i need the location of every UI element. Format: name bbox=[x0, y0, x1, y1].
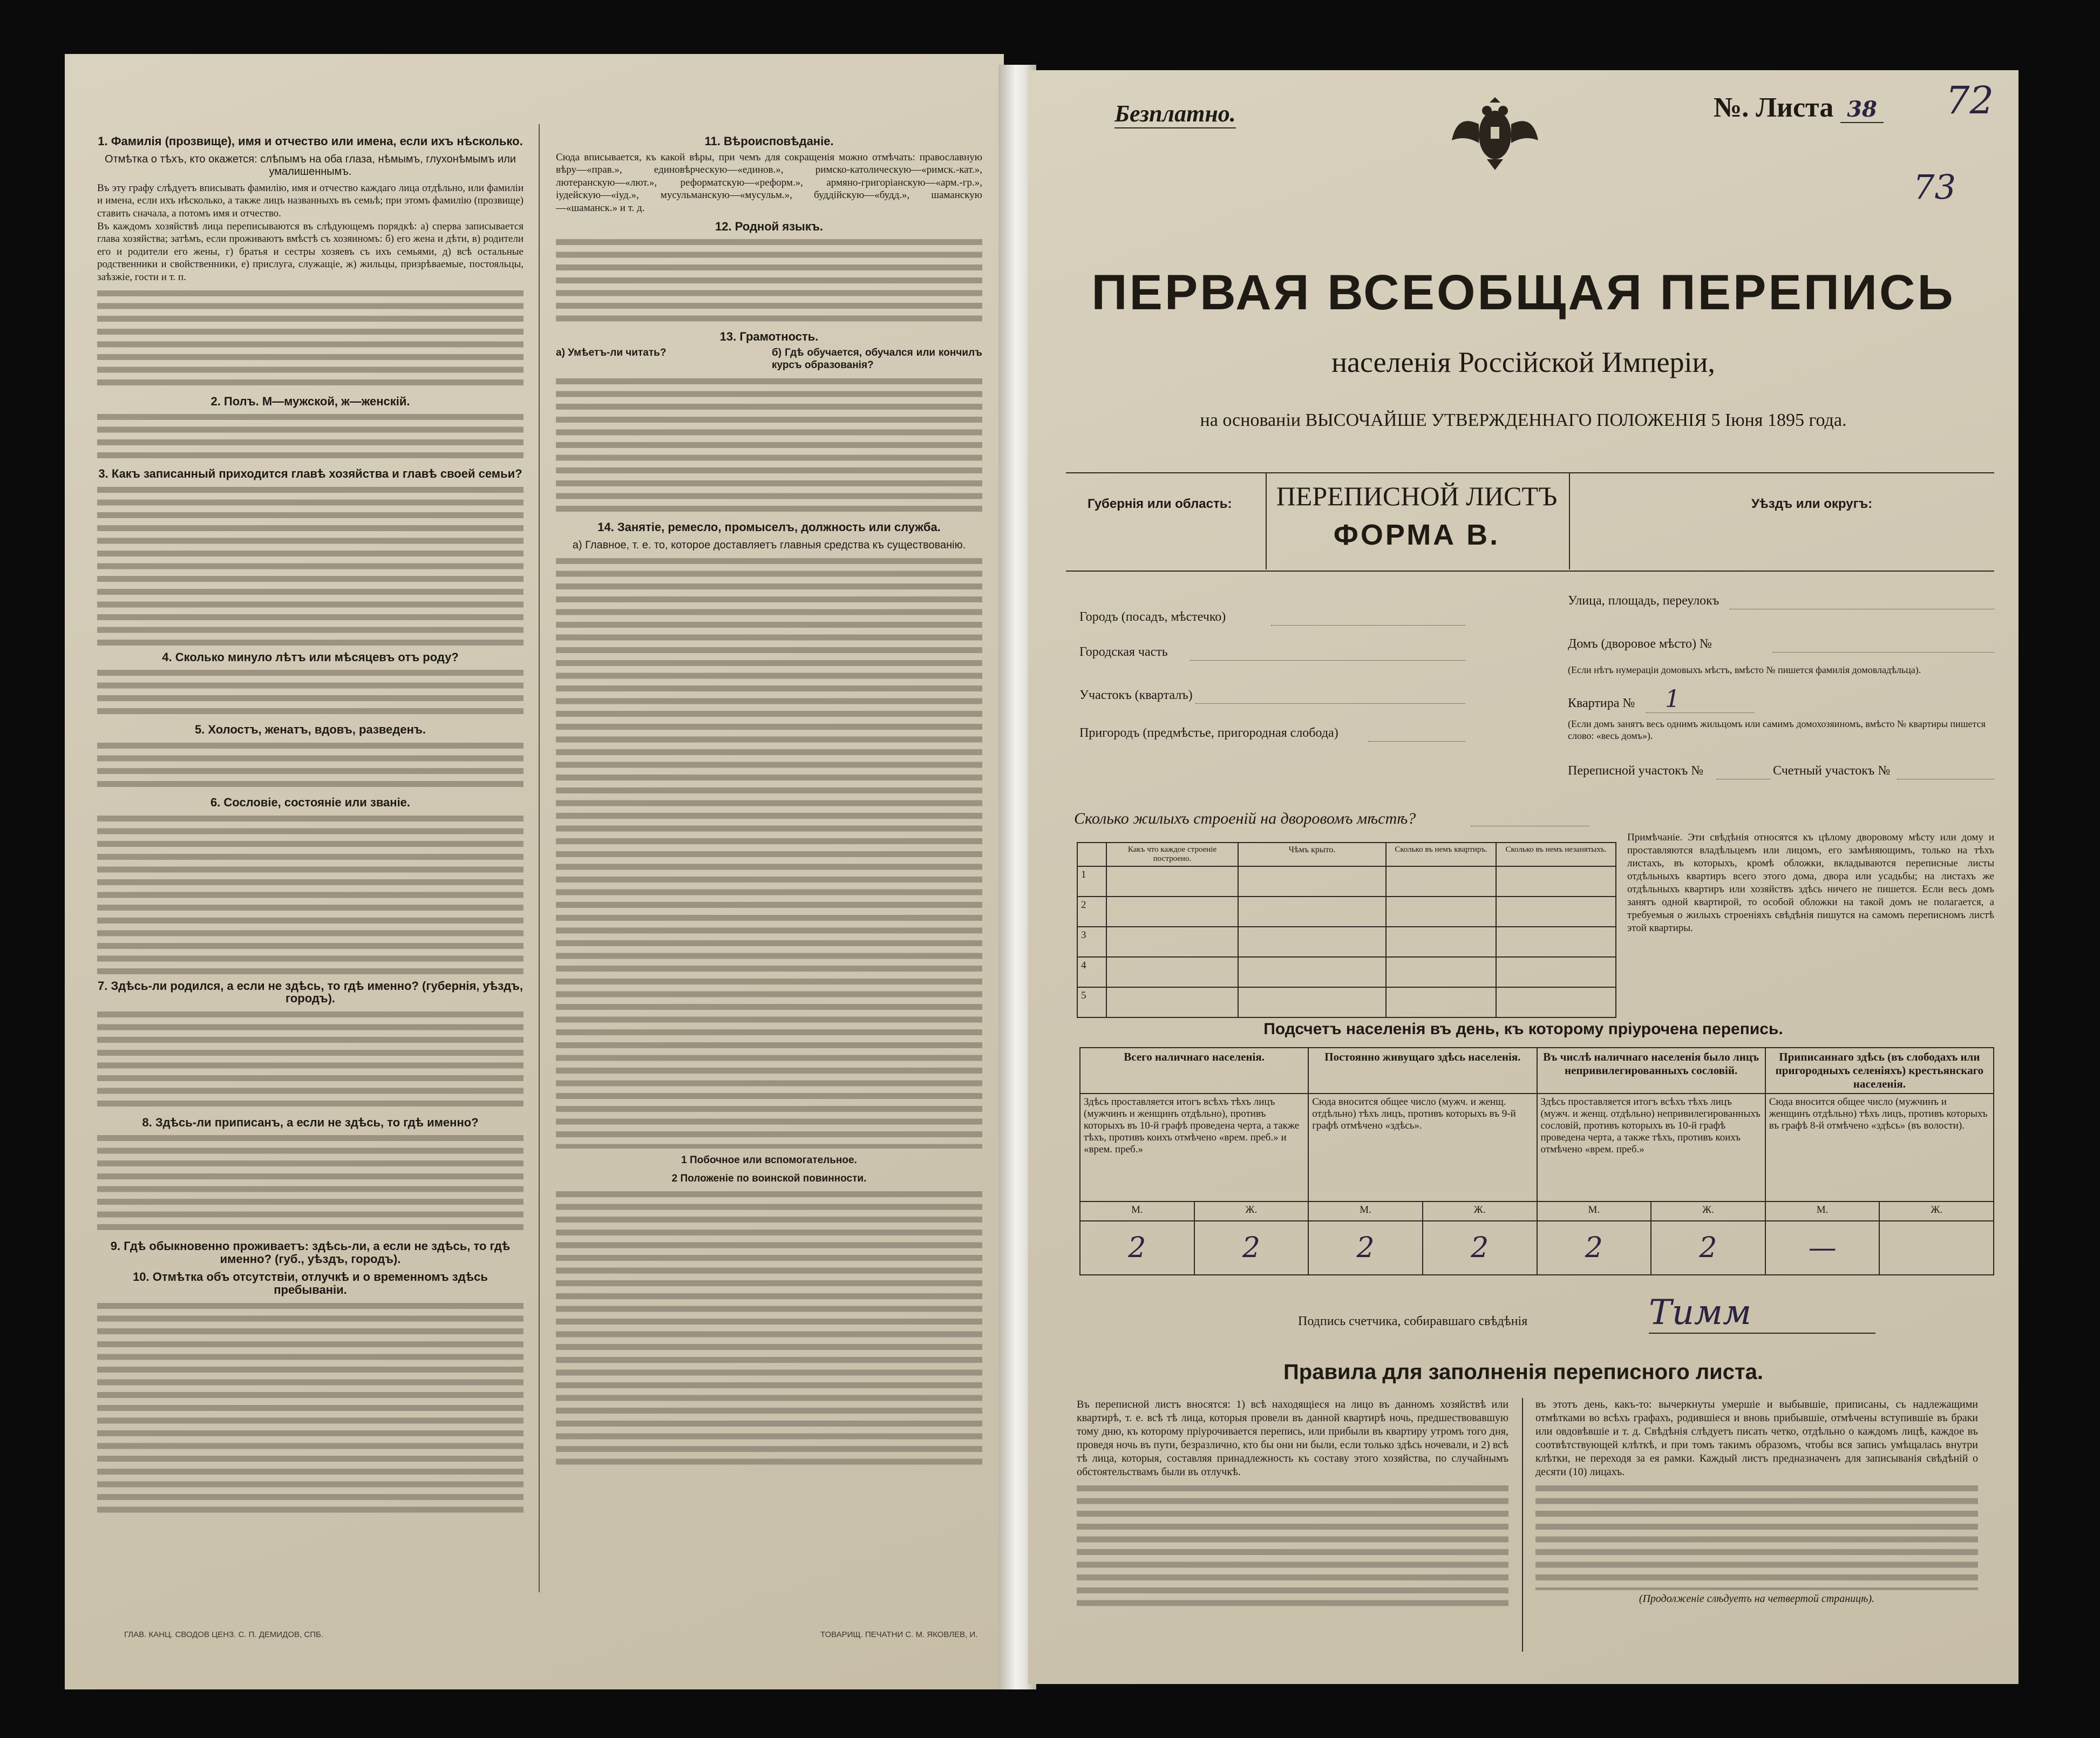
section-heading: 5. Холостъ, женатъ, вдовъ, разведенъ. bbox=[194, 723, 426, 737]
description-cell: Здѣсь проставляется итогъ всѣхъ тѣхъ лицъ (мужч. и женщ. отдѣльно) непривилегированныхъ сословій, противъ которыхъ въ 10-й графѣ проведена черта, а также тѣхъ, противъ коихъ отмѣчено «врем. преб.» bbox=[1537, 1094, 1765, 1201]
header-cell: Сколько въ немъ квартиръ. bbox=[1386, 843, 1496, 866]
text-block bbox=[556, 236, 982, 325]
subheading: а) Главное, т. е. то, которое доставляетъ главныя средства къ существованію. bbox=[572, 539, 966, 551]
continuation-note: (Продолженіе слѣдуетъ на четвертой страницѣ). bbox=[1639, 1593, 1875, 1605]
house-label: Домъ (дворовое мѣсто) № bbox=[1568, 637, 1712, 651]
suburb-line bbox=[1368, 741, 1465, 742]
free-label: Безплатно. bbox=[1114, 100, 1236, 128]
rules-title: Правила для заполненія переписного листа. bbox=[1283, 1360, 1763, 1384]
section-subheading: Отмѣтка о тѣхъ, кто окажется: слѣпымъ на оба глаза, нѣмымъ, глухонѣмымъ или умалишеннымъ. bbox=[105, 153, 516, 178]
gubernia-label: Губернія или область: bbox=[1088, 497, 1232, 511]
female-header: Ж. bbox=[1879, 1201, 1994, 1221]
district-line bbox=[1195, 703, 1465, 704]
header-cell: Приписаннаго здѣсь (въ слободахъ или пригородныхъ селеніяхъ) крестьянскаго населенія. bbox=[1765, 1048, 1994, 1094]
table-cell bbox=[1106, 897, 1238, 927]
coat-of-arms-icon bbox=[1449, 92, 1541, 173]
male-header: М. bbox=[1080, 1201, 1194, 1221]
instructions-column-right bbox=[556, 130, 982, 1469]
column-divider bbox=[1522, 1398, 1523, 1652]
male-header: М. bbox=[1308, 1201, 1423, 1221]
count-value bbox=[1879, 1221, 1994, 1275]
text-block bbox=[1077, 1482, 1508, 1612]
table-cell bbox=[1496, 957, 1616, 987]
description-cell: Сюда вносится общее число (мужч. и женщ. отдѣльно) тѣхъ лицъ, противъ которыхъ въ 9-й графѣ отмѣчено «здѣсь». bbox=[1308, 1094, 1537, 1201]
header-cell: Какъ что каждое строеніе построено. bbox=[1106, 843, 1238, 866]
text-block bbox=[556, 1188, 982, 1469]
buildings-table bbox=[1077, 842, 1616, 1018]
section-heading: 14. Занятіе, ремесло, промыселъ, должность или служба. bbox=[597, 520, 941, 534]
column-divider bbox=[539, 124, 540, 1592]
printer-imprint: ТОВАРИЩ. ПЕЧАТНИ С. М. ЯКОВЛЕВ, И. bbox=[820, 1630, 978, 1639]
section-heading: 6. Сословіе, состояніе или званіе. bbox=[210, 795, 411, 809]
header-cell: Въ числѣ наличнаго населенія было лицъ непривилегированныхъ сословій. bbox=[1537, 1048, 1765, 1094]
row-number: 2 bbox=[1077, 897, 1106, 927]
counter-signature: Тимм bbox=[1649, 1293, 1875, 1334]
table-cell bbox=[1386, 957, 1496, 987]
city-part-label: Городская часть bbox=[1079, 645, 1168, 659]
female-header: Ж. bbox=[1423, 1201, 1537, 1221]
count-value: — bbox=[1765, 1221, 1880, 1275]
male-header: М. bbox=[1537, 1201, 1652, 1221]
subheading: 2 Положеніе по воинской повинности. bbox=[671, 1172, 867, 1184]
right-page bbox=[1028, 70, 2019, 1684]
section-heading: 13. Грамотность. bbox=[719, 330, 819, 344]
house-note: (Если нѣтъ нумераціи домовыхъ мѣстъ, вмѣсто № пишется фамилія домовладѣльца). bbox=[1568, 664, 1921, 675]
table-cell bbox=[1238, 866, 1386, 897]
row-number: 3 bbox=[1077, 927, 1106, 957]
uezd-label: Уѣздъ или округъ: bbox=[1751, 497, 1873, 511]
section-heading: 7. Здѣсь-ли родился, а если не здѣсь, то гдѣ именно? (губернія, уѣздъ, городъ). bbox=[98, 979, 523, 1006]
counting-district-label: Счетный участокъ № bbox=[1773, 764, 1891, 778]
district-label: Участокъ (кварталъ) bbox=[1079, 688, 1193, 702]
count-title: Подсчетъ населенія въ день, къ которому пріурочена перепись. bbox=[1263, 1020, 1783, 1038]
section-heading: 2. Полъ. М—мужской, ж—женскій. bbox=[210, 394, 410, 408]
form-letter: ФОРМА В. bbox=[1333, 519, 1500, 551]
header-cell: Всего наличнаго населенія. bbox=[1080, 1048, 1308, 1094]
street-label: Улица, площадь, переулокъ bbox=[1568, 594, 1720, 608]
paragraph: Сюда вписывается, къ какой вѣры, при чемъ для сокращенія можно отмѣчать: православную вѣру—«прав.», единовѣрческую—«единов.», римско-католическую—«римск.-кат.», лютеранскую—«лют.», реформатскую—«реформ.», армяно-григоріанскую—«арм.-гр.», іудейскую—«іуд.», мусульманскую—«мусульм.», буддійскую—«будд.», шаманскую—«шаманск.» и т. д. bbox=[556, 151, 982, 214]
count-value: 2 bbox=[1080, 1221, 1194, 1275]
section-heading: 1. Фамилія (прозвище), имя и отчество или имена, если ихъ нѣсколько. bbox=[98, 134, 523, 148]
printer-imprint: ГЛАВ. КАНЦ. СВОДОВ ЦЕНЗ. С. П. ДЕМИДОВ, СПБ. bbox=[124, 1630, 323, 1639]
header-cell: Постоянно живущаго здѣсь населенія. bbox=[1308, 1048, 1537, 1094]
table-cell bbox=[1496, 866, 1616, 897]
count-value: 2 bbox=[1308, 1221, 1423, 1275]
population-count-table bbox=[1079, 1047, 1994, 1275]
row-number: 5 bbox=[1077, 987, 1106, 1017]
sheet-number-value: 38 bbox=[1840, 97, 1884, 123]
count-value: 2 bbox=[1537, 1221, 1652, 1275]
section-heading: 12. Родной языкъ. bbox=[715, 219, 824, 233]
text-block bbox=[97, 739, 524, 791]
subheading: а) Умѣетъ-ли читать? bbox=[556, 347, 667, 358]
section-heading: 9. Гдѣ обыкновенно проживаетъ: здѣсь-ли, а если не здѣсь, то гдѣ именно? (губ., уѣздъ, городъ). bbox=[110, 1239, 511, 1266]
table-cell bbox=[1386, 897, 1496, 927]
rules-column-left bbox=[1077, 1398, 1508, 1612]
header-cell: Сколько въ немъ незанятыхъ. bbox=[1496, 843, 1616, 866]
text-block bbox=[97, 287, 524, 390]
page-subtitle: населенія Россійской Имперіи, bbox=[1331, 346, 1715, 378]
table-cell bbox=[1106, 866, 1238, 897]
paragraph: Въ переписной листъ вносятся: 1) всѣ находящіеся на лицо въ данномъ хозяйствѣ или квартирѣ, т. е. всѣ тѣ лица, которыя провели въ данной квартирѣ ночь, предшествовавшую тому дню, къ которому пріурочивается перепись, или прибыли въ квартиру утромъ того дня, проведя ночь въ пути, безразлично, кто бы они ни были, если только здѣсь ночевали, и 2) всѣ тѣ лица, которыя, составляя принадлежность къ составу этого хозяйства, по случайнымъ обстоятельствамъ были въ отлучкѣ. bbox=[1077, 1398, 1508, 1478]
instructions-column-left bbox=[97, 130, 524, 1516]
count-value: 2 bbox=[1423, 1221, 1537, 1275]
female-header: Ж. bbox=[1651, 1201, 1765, 1221]
table-cell bbox=[1496, 897, 1616, 927]
text-block bbox=[97, 1008, 524, 1111]
row-number: 1 bbox=[1077, 866, 1106, 897]
description-cell: Здѣсь проставляется итогъ всѣхъ тѣхъ лицъ (мужчинъ и женщинъ отдѣльно), противъ которыхъ въ 10-й графѣ проведена черта, а также тѣхъ, противъ коихъ отмѣчено «врем. преб.» и «врем. преб.» bbox=[1080, 1094, 1308, 1201]
paragraph: Въ каждомъ хозяйствѣ лица переписываются въ слѣдующемъ порядкѣ: а) сперва записывается глава хозяйства; затѣмъ, если проживаютъ вмѣстѣ съ хозяиномъ: б) его жена и дѣти, в) родители его и родители его жены, г) братья и сестры хозяевъ съ ихъ семьями, д) всѣ остальные родственники и свойственники, е) прислуга, служащіе, ж) жильцы, призрѣваемые, постояльцы, заѣзжіе, гости и т. п. bbox=[97, 220, 524, 283]
apartment-label: Квартира № bbox=[1568, 696, 1635, 710]
sheet-title: ПЕРЕПИСНОЙ ЛИСТЪ bbox=[1276, 481, 1558, 511]
section-heading: 11. Вѣроисповѣданіе. bbox=[704, 134, 834, 148]
paragraph: Въ эту графу слѣдуетъ вписывать фамилію, имя и отчество каждаго лица отдѣльно, или фамиліи и имена, если ихъ нѣсколько, а также лицъ названныхъ въ семьѣ; при этомъ фамилію (прозвище) ставить сначала, а потомъ имя и отчество. bbox=[97, 182, 524, 219]
text-block bbox=[97, 1132, 524, 1234]
section-heading: 3. Какъ записанный приходится главѣ хозяйства и главѣ своей семьи? bbox=[98, 467, 522, 481]
suburb-label: Пригородъ (предмѣстье, пригородная слобода) bbox=[1079, 726, 1338, 740]
table-cell bbox=[1386, 927, 1496, 957]
text-block bbox=[556, 555, 982, 1149]
header-cell bbox=[1077, 843, 1106, 866]
section-heading: 4. Сколько минуло лѣтъ или мѣсяцевъ отъ роду? bbox=[162, 650, 459, 664]
table-cell bbox=[1386, 987, 1496, 1017]
signature-label: Подпись счетчика, собиравшаго свѣдѣнія bbox=[1298, 1314, 1528, 1328]
male-header: М. bbox=[1765, 1201, 1880, 1221]
text-block bbox=[97, 812, 524, 974]
text-block bbox=[97, 1300, 524, 1516]
text-block bbox=[556, 375, 982, 515]
buildings-question: Сколько жилыхъ строеній на дворовомъ мѣстѣ? bbox=[1074, 810, 1416, 827]
female-header: Ж. bbox=[1194, 1201, 1309, 1221]
page-title: ПЕРВАЯ ВСЕОБЩАЯ ПЕРЕПИСЬ bbox=[1091, 265, 1955, 320]
handwritten-number: 72 bbox=[1946, 78, 1994, 123]
city-line bbox=[1271, 625, 1465, 626]
subheading: 1 Побочное или вспомогательное. bbox=[681, 1155, 857, 1166]
section-heading: 8. Здѣсь-ли приписанъ, а если не здѣсь, то гдѣ именно? bbox=[142, 1115, 479, 1129]
table-cell bbox=[1238, 957, 1386, 987]
paragraph: въ этотъ день, какъ-то: вычеркнуты умершіе и выбывшіе, приписаны, съ надлежащими отмѣтками во всѣхъ графахъ, родившіеся и вновь прибывшіе, отмѣчены вступившіе въ браки или овдовѣвшіе и т. д. Свѣдѣнія слѣдуетъ писать четко, отдѣльно о каждомъ лицѣ, каждое въ соотвѣтствующей клѣткѣ, и при томъ такимъ образомъ, чтобы вся запись умѣщалась внутри клѣтки, не переходя за ея рамки. Каждый листъ предназначенъ для записыванія свѣдѣній о десяти (10) лицахъ. bbox=[1535, 1398, 1978, 1478]
count-value: 2 bbox=[1651, 1221, 1765, 1275]
table-cell bbox=[1106, 957, 1238, 987]
header-cell: Чѣмъ крыто. bbox=[1238, 843, 1386, 866]
table-cell bbox=[1238, 897, 1386, 927]
section-heading: 10. Отмѣтка объ отсутствіи, отлучкѣ и о временномъ здѣсь пребываніи. bbox=[133, 1270, 488, 1297]
apartment-value: 1 bbox=[1665, 685, 1680, 713]
count-value: 2 bbox=[1194, 1221, 1309, 1275]
table-cell bbox=[1238, 987, 1386, 1017]
left-page bbox=[65, 54, 1004, 1689]
house-line bbox=[1773, 652, 1994, 653]
text-block bbox=[1535, 1482, 1978, 1590]
table-cell bbox=[1496, 927, 1616, 957]
table-cell bbox=[1106, 927, 1238, 957]
table-cell bbox=[1238, 927, 1386, 957]
apartment-line bbox=[1646, 712, 1754, 713]
census-district-label: Переписной участокъ № bbox=[1568, 764, 1704, 778]
subheading: б) Гдѣ обучается, обучался или кончилъ курсъ образованія? bbox=[772, 347, 982, 371]
city-label: Городъ (посадъ, мѣстечко) bbox=[1079, 610, 1226, 624]
text-block bbox=[97, 667, 524, 718]
sheet-number-label: №. Листа 38 bbox=[1714, 92, 1884, 124]
note-paragraph: Примѣчаніе. Эти свѣдѣнія относятся къ цѣлому дворовому мѣсту или дому и проставляются владѣльцемъ или лицомъ, его замѣняющимъ, только на тѣхъ листахъ, въ которыхъ, кромѣ обложки, вкладываются переписные листы отдѣльныхъ квартиръ всего этого дома, двора или усадьбы; на листахъ же отдѣльныхъ квартиръ или хозяйствъ здѣсь ничего не пишется. Если весь домъ занятъ одной квартирой, то особой обложки на такой домъ не полагается, а требуемыя о жилыхъ строеніяхъ свѣдѣнія пишутся на самомъ переписномъ листѣ этой квартиры. bbox=[1627, 832, 1994, 934]
handwritten-number: 73 bbox=[1913, 167, 1956, 207]
row-number: 4 bbox=[1077, 957, 1106, 987]
city-part-line bbox=[1190, 660, 1465, 661]
table-cell bbox=[1106, 987, 1238, 1017]
legal-basis: на основаніи ВЫСОЧАЙШЕ УТВЕРЖДЕННАГО ПОЛОЖЕНІЯ 5 Іюня 1895 года. bbox=[1200, 410, 1847, 430]
apartment-note: (Если домъ занятъ весь однимъ жильцомъ или самимъ домохозяиномъ, вмѣсто № квартиры пишется слово: «весь домъ»). bbox=[1568, 718, 1986, 741]
table-cell bbox=[1386, 866, 1496, 897]
description-cell: Сюда вносится общее число (мужчинъ и женщинъ отдѣльно) тѣхъ лицъ, противъ которыхъ въ графѣ 8-й отмѣчено «здѣсь» (въ волости). bbox=[1765, 1094, 1994, 1201]
text-block bbox=[97, 411, 524, 462]
table-cell bbox=[1496, 987, 1616, 1017]
text-block bbox=[97, 484, 524, 646]
rules-column-right bbox=[1535, 1398, 1978, 1606]
